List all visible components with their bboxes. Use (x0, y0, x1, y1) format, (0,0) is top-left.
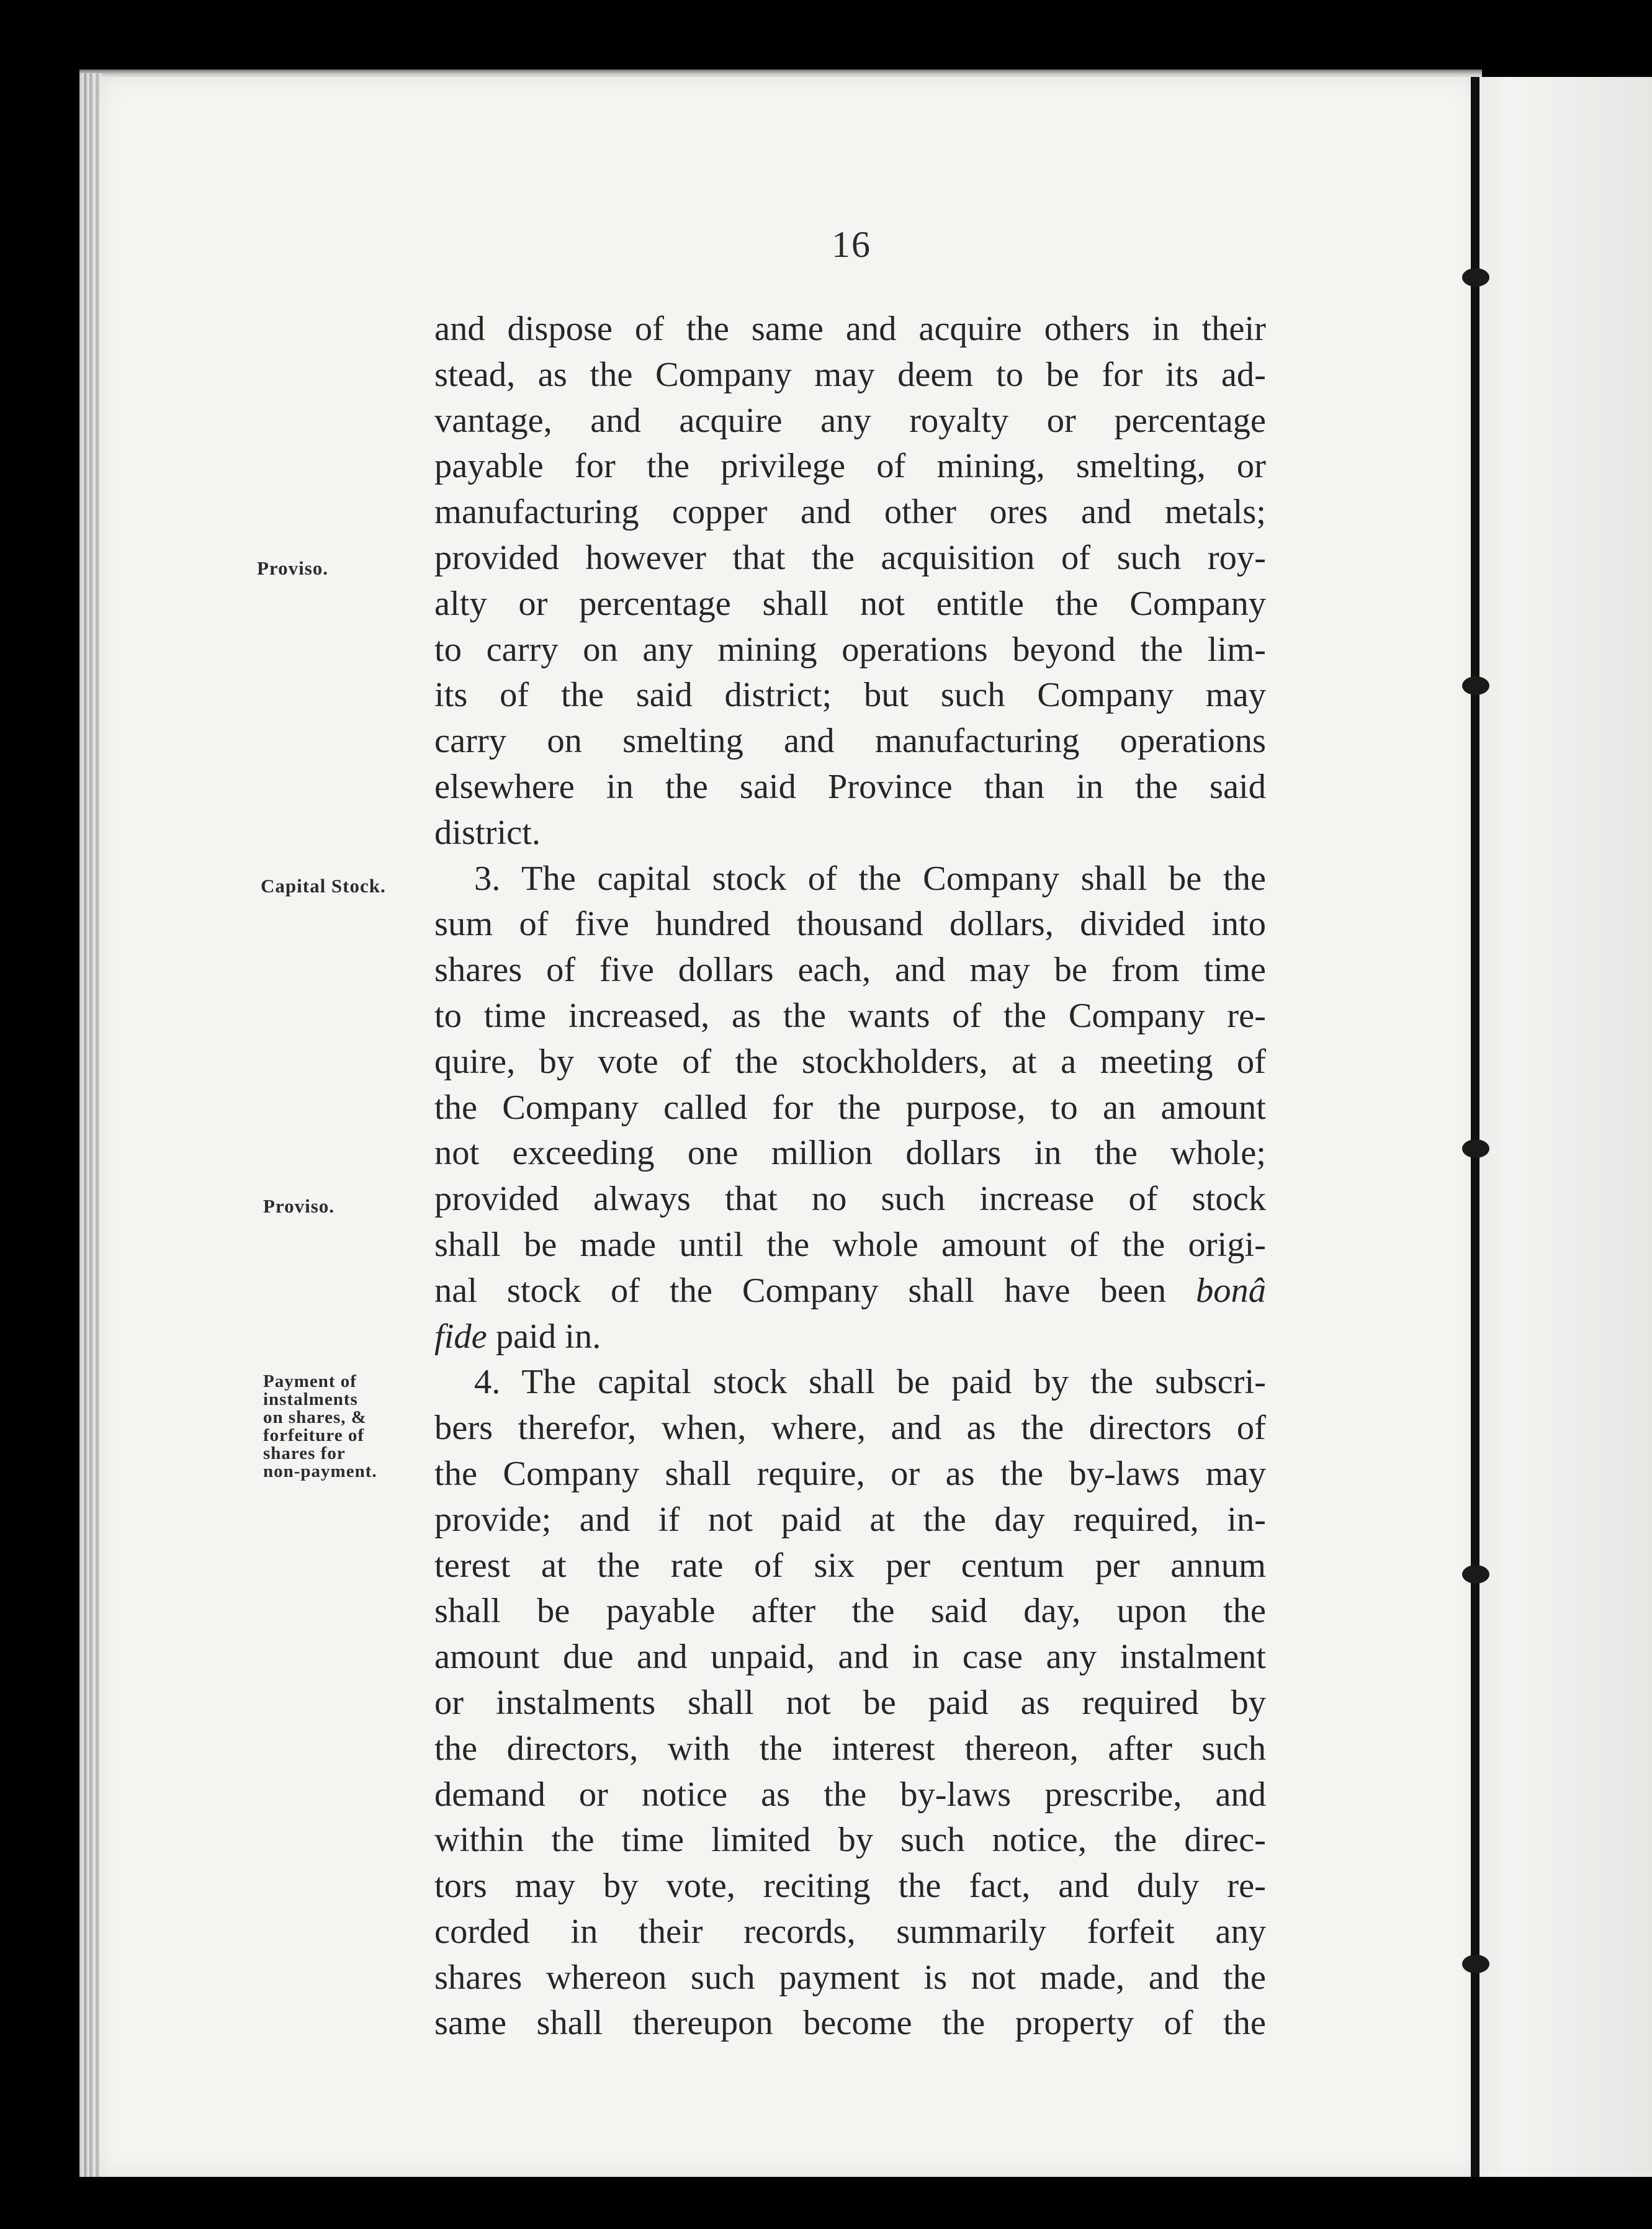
text-line: same shall thereupon become the property of the (434, 2004, 1266, 2043)
text-line: quire, by vote of the stockholders, at a meeting of (434, 1042, 1266, 1081)
text-line: and dispose of the same and acquire others in their (434, 310, 1266, 348)
text-line: alty or percentage shall not entitle the Company (434, 584, 1266, 623)
binding-stitch (1462, 1565, 1489, 1584)
text-line: tors may by vote, reciting the fact, and duly re- (434, 1867, 1266, 1906)
body-text (434, 307, 1266, 2047)
text-line: district. (434, 813, 541, 852)
adjacent-page (1471, 77, 1652, 2177)
binding-stitch (1462, 1955, 1489, 1973)
text-line: 3. The capital stock of the Company shall be the (474, 859, 1266, 898)
binding-stitch (1462, 268, 1489, 287)
text-line: manufacturing copper and other ores and metals; (434, 493, 1266, 532)
margin-note-proviso: Proviso. (263, 1195, 335, 1217)
text-line: payable for the privilege of mining, smelting, or (434, 447, 1266, 486)
text-line: vantage, and acquire any royalty or percentage (434, 401, 1266, 440)
text-line: demand or notice as the by-laws prescribe, and (434, 1775, 1266, 1814)
margin-note-payment-of-instalments: Payment of instalments on shares, & forfeiture of shares for non-payment. (263, 1371, 377, 1481)
text-line: corded in their records, summarily forfeit any (434, 1912, 1266, 1951)
text-line: shall be payable after the said day, upon the (434, 1592, 1266, 1631)
text-line: elsewhere in the said Province than in the said (434, 767, 1266, 806)
text-line: bers therefor, when, where, and as the directors of (434, 1409, 1266, 1448)
text-line: stead, as the Company may deem to be for its ad- (434, 355, 1266, 394)
text-segment: nal stock of the Company shall have been (434, 1271, 1167, 1310)
text-line: to time increased, as the wants of the Company re- (434, 996, 1266, 1035)
italic-text: bonâ (1196, 1271, 1267, 1310)
text-line: the Company shall require, or as the by-laws may (434, 1454, 1266, 1493)
text-line: its of the said district; but such Company may (434, 676, 1266, 715)
text-line: shall be made until the whole amount of the origi- (434, 1225, 1266, 1264)
text-line: shares whereon such payment is not made, and the (434, 1958, 1266, 1997)
text-line (434, 1314, 1266, 1360)
page-stack-edge (79, 73, 102, 2177)
text-line: or instalments shall not be paid as required by (434, 1683, 1266, 1722)
text-line: terest at the rate of six per centum per annum (434, 1546, 1266, 1585)
text-line: within the time limited by such notice, the direc- (434, 1821, 1266, 1860)
text-line: provide; and if not paid at the day required, in- (434, 1500, 1266, 1539)
text-line: provided however that the acquisition of such roy- (434, 538, 1266, 577)
margin-note-capital-stock: Capital Stock. (261, 875, 386, 897)
text-line (434, 1268, 1266, 1314)
text-line: provided always that no such increase of stock (434, 1180, 1266, 1219)
text-segment: paid in. (495, 1317, 601, 1356)
margin-note-proviso: Proviso. (257, 557, 329, 579)
text-line: sum of five hundred thousand dollars, divided into (434, 905, 1266, 944)
binding-stitch (1462, 1139, 1489, 1158)
binding-stitch (1462, 676, 1489, 695)
text-line: amount due and unpaid, and in case any instalment (434, 1638, 1266, 1677)
text-line: 4. The capital stock shall be paid by the subscri- (474, 1363, 1266, 1402)
italic-text: fide (434, 1317, 487, 1356)
page-number: 16 (832, 224, 871, 265)
text-line: the directors, with the interest thereon, after such (434, 1729, 1266, 1768)
text-line: carry on smelting and manufacturing operations (434, 722, 1266, 761)
text-line: to carry on any mining operations beyond the lim- (434, 630, 1266, 669)
text-line: not exceeding one million dollars in the whole; (434, 1134, 1266, 1173)
binding-thread (1471, 77, 1479, 2177)
text-line: shares of five dollars each, and may be from time (434, 951, 1266, 990)
text-line: the Company called for the purpose, to an amount (434, 1088, 1266, 1127)
